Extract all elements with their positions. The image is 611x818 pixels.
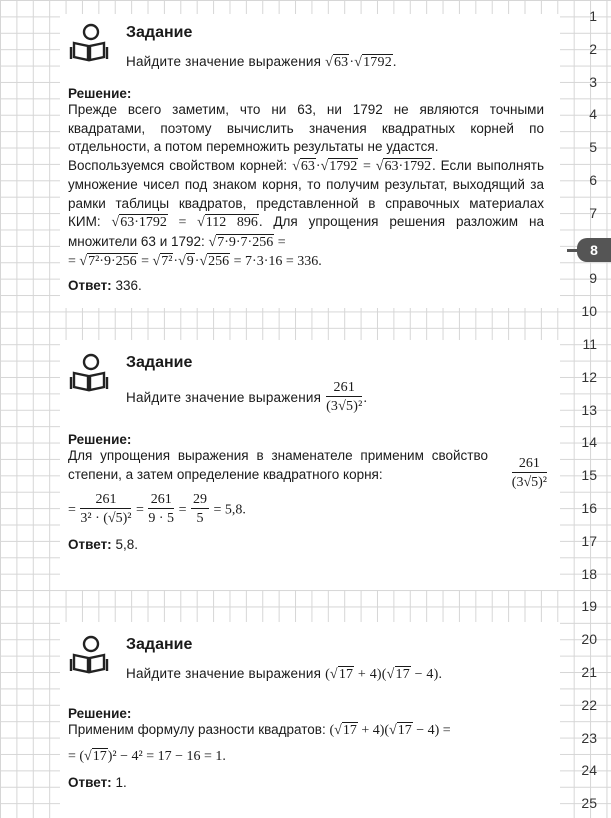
- line-number: 22: [581, 696, 597, 713]
- line-number: 12: [581, 368, 597, 385]
- line-number: 19: [581, 598, 597, 615]
- solution-paragraph: Прежде всего заметим, что ни 63, ни 1792 не являются точными квадратами, поэтому вычислить значения квадратных корней по отдельности, а потом перемножить результаты не удастся.: [68, 102, 544, 154]
- line-number: 2: [589, 40, 597, 57]
- line-number: 16: [581, 500, 597, 516]
- line-number: 6: [589, 172, 597, 188]
- answer: Ответ: 5,8.: [68, 537, 138, 552]
- task-heading: Задание: [126, 24, 193, 41]
- task-heading: Задание: [126, 354, 193, 371]
- line-number: 20: [581, 631, 597, 648]
- reader-book-icon: [68, 22, 110, 64]
- line-number: 11: [582, 336, 597, 352]
- task-statement: Найдите значение выражения (√17 + 4)(√17 − 4).: [126, 666, 443, 682]
- solution-label: Решение:: [68, 706, 132, 721]
- solution-chain: = (√17)² − 4² = 17 − 16 = 1.: [68, 748, 226, 764]
- solution-paragraph-2: Воспользуемся свойством корней: √63·√1792 = √63·1792. Если выполнять умножение чисел под знаком корня, то получим результат, выходящий за рамки таблицы квадратов, представленной в справочных материалах КИМ: √63·1792 = √112 896. Для упрощения решения разложим на множители 63 и 1792: √7·9·7·256 =: [68, 157, 544, 250]
- solution-label: Решение:: [68, 86, 132, 101]
- line-number: 14: [581, 434, 597, 451]
- task-statement: Найдите значение выражения √63·√1792.: [126, 54, 397, 70]
- line-number: 24: [581, 762, 597, 779]
- line-number: 9: [589, 270, 597, 287]
- line-number: 15: [581, 467, 597, 484]
- line-number: 5: [589, 139, 597, 156]
- line-number: 3: [589, 73, 597, 90]
- page-tab-8: 8: [577, 238, 611, 262]
- line-number: 10: [581, 303, 597, 320]
- task-card-3: [60, 622, 560, 818]
- task-card-1: [60, 14, 560, 308]
- line-number-rail: [573, 0, 611, 818]
- line-number: 7: [589, 204, 597, 221]
- line-number: 17: [581, 532, 597, 549]
- task-card-2: [60, 340, 560, 590]
- line-number: 13: [581, 401, 597, 418]
- solution-paragraph: Применим формулу разности квадратов: (√17 + 4)(√17 − 4) =: [68, 722, 451, 738]
- line-number: 4: [589, 106, 597, 123]
- reader-book-icon: [68, 634, 110, 676]
- answer: Ответ: 336.: [68, 277, 142, 293]
- reader-book-icon: [68, 352, 110, 394]
- answer: Ответ: 1.: [68, 774, 127, 790]
- line-number: 25: [581, 795, 597, 812]
- line-number: 1: [589, 8, 597, 24]
- line-number: 23: [581, 729, 597, 746]
- solution-label: Решение:: [68, 432, 132, 447]
- task-expression: √63·√1792.: [325, 55, 397, 70]
- task-statement: Найдите значение выражения $\frac{261}{\text{(3√5)²}}$ .: [126, 380, 368, 414]
- task-heading: Задание: [126, 636, 193, 653]
- line-number: 21: [581, 664, 597, 680]
- solution-final-line: = √7²·9·256 = √7²·√9·√256 = 7·3·16 = 336.: [68, 254, 322, 269]
- inline-fraction: $\frac{261}{\text{(3√5)²}}$: [511, 456, 547, 490]
- line-number: 18: [581, 565, 597, 582]
- solution-paragraph: Для упрощения выражения в знаменателе применим свойство степени, а затем определение квадратного корня:: [68, 448, 488, 482]
- solution-chain: = $\frac{261}{\text{3² · (√5)²}}$ = $\frac{261}{9 \cdot 5}$ = $\frac{29}{5}$ = 5,8.: [68, 492, 246, 526]
